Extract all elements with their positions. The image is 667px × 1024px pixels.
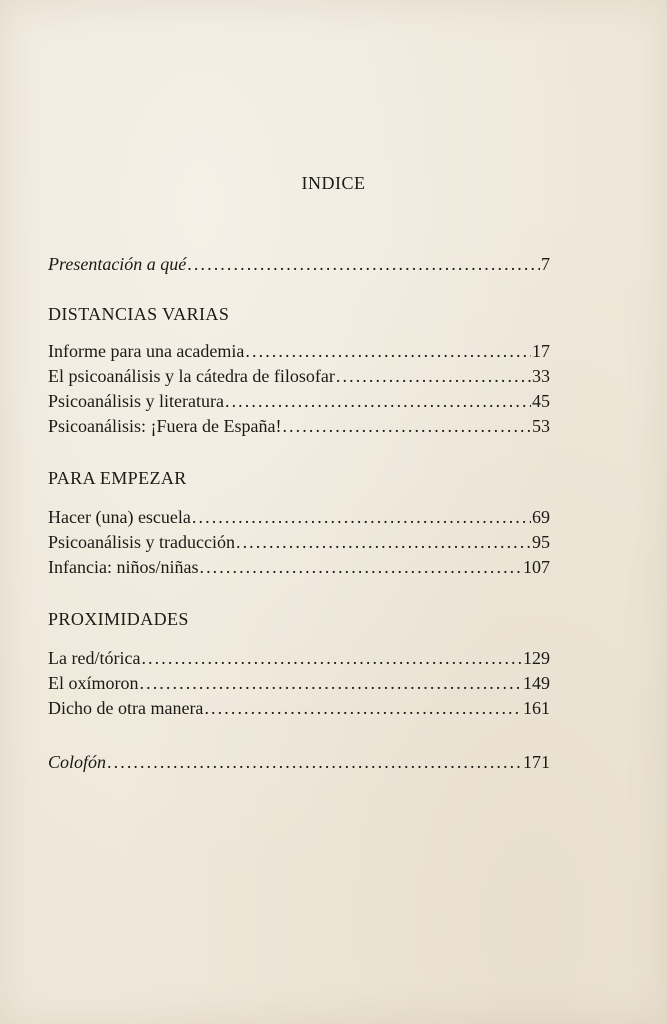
dot-leader [199,555,522,580]
toc-entry [48,414,550,439]
dot-leader [245,339,531,364]
dot-leader [282,414,531,439]
dot-leader [107,750,522,775]
toc-entry-label: Psicoanálisis: ¡Fuera de España! [48,416,282,436]
toc-entry [48,530,550,555]
dot-leader [336,364,531,389]
toc-entry-label: El psicoanálisis y la cátedra de filosofar [48,366,335,386]
toc-entry-page: 7 [541,254,550,274]
toc-entry-page: 33 [532,366,550,386]
toc-entry-label: El oxímoron [48,673,139,693]
toc-entry [48,339,550,364]
toc-entry [48,505,550,530]
toc-entry-page: 17 [532,341,550,361]
toc-entry-label: Hacer (una) escuela [48,507,191,527]
toc-entry [48,646,550,671]
toc-entry-page: 129 [523,648,550,668]
toc-entry-colofon [48,750,550,775]
dot-leader [225,389,531,414]
toc-entry-label: Presentación a qué [48,254,187,274]
toc-entry-page: 149 [523,673,550,693]
toc-entry [48,671,550,696]
toc-entry [48,555,550,580]
toc-entry-page: 53 [532,416,550,436]
dot-leader [141,646,522,671]
page-title: INDICE [301,173,366,193]
toc-entry-presentacion [48,252,550,277]
table-of-contents [48,252,550,775]
section-heading-distancias-varias: DISTANCIAS VARIAS [48,304,230,324]
toc-entry [48,696,550,721]
toc-entry-label: Colofón [48,752,107,772]
dot-leader [192,505,531,530]
toc-entry [48,389,550,414]
dot-leader [187,252,540,277]
section-heading-para-empezar: PARA EMPEZAR [48,468,187,488]
toc-entry-page: 171 [523,752,550,772]
toc-entry-label: La red/tórica [48,648,141,668]
toc-entry-label: Psicoanálisis y traducción [48,532,235,552]
dot-leader [236,530,531,555]
toc-entry-label: Dicho de otra manera [48,698,204,718]
toc-entry-label: Infancia: niños/niñas [48,557,199,577]
toc-entry [48,364,550,389]
toc-entry-page: 107 [523,557,550,577]
toc-entry-page: 69 [532,507,550,527]
toc-entry-page: 95 [532,532,550,552]
toc-entry-page: 161 [523,698,550,718]
dot-leader [204,696,522,721]
section-heading-proximidades: PROXIMIDADES [48,609,189,629]
dot-leader [140,671,523,696]
toc-entry-label: Informe para una academia [48,341,245,361]
toc-entry-label: Psicoanálisis y literatura [48,391,224,411]
toc-entry-page: 45 [532,391,550,411]
